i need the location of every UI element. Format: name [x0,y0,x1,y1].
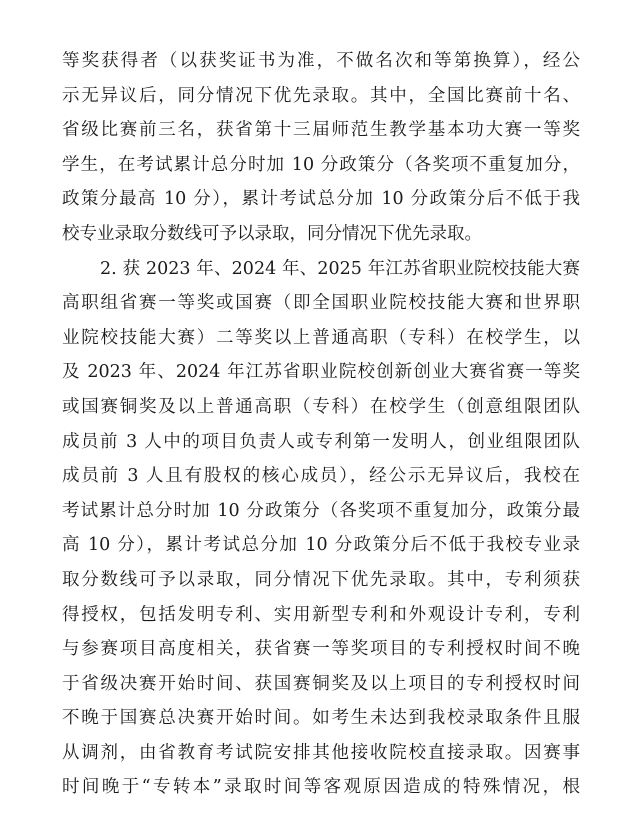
text-line-17: 得授权，包括发明专利、实用新型专利和外观设计专利，专利 [62,604,580,625]
text-line-3: 省级比赛前三名，获省第十三届师范生教学基本功大赛一等奖 [62,120,580,141]
text-line-4: 学生，在考试累计总分时加 10 分政策分（各奖项不重复加分， [62,154,580,175]
text-line-10: 及 2023 年、2024 年江苏省职业院校创新创业大赛省赛一等奖 [62,362,580,383]
text-line-18: 与参赛项目高度相关，获省赛一等奖项目的专利授权时间不晚 [62,639,580,660]
text-line-12: 成员前 3 人中的项目负责人或专利第一发明人，创业组限团队 [62,431,580,452]
text-line-7: 2. 获 2023 年、2024 年、2025 年江苏省职业院校技能大赛 [100,258,580,279]
text-line-1: 等奖获得者（以获奖证书为准，不做名次和等第换算），经公 [62,51,580,71]
text-line-22: 时间晚于“专转本”录取时间等客观原因造成的特殊情况，根 [62,777,580,798]
text-line-20: 不晚于国赛总决赛开始时间。如考生未达到我校录取条件且服 [62,708,580,729]
text-line-21: 从调剂，由省教育考试院安排其他接收院校直接录取。因赛事 [62,742,580,763]
document-body [62,44,580,805]
text-line-5: 政策分最高 10 分），累计考试总分加 10 分政策分后不低于我 [62,189,580,210]
text-line-15: 高 10 分），累计考试总分加 10 分政策分后不低于我校专业录 [62,535,580,556]
text-line-6: 校专业录取分数线可予以录取，同分情况下优先录取。 [62,223,482,244]
text-line-13: 成员前 3 人且有股权的核心成员），经公示无异议后，我校在 [62,466,580,487]
text-line-2: 示无异议后，同分情况下优先录取。其中，全国比赛前十名、 [62,85,580,106]
text-line-16: 取分数线可予以录取，同分情况下优先录取。其中，专利须获 [62,569,580,590]
text-line-9: 业院校技能大赛）二等奖以上普通高职（专科）在校学生，以 [62,327,580,348]
text-line-11: 或国赛铜奖及以上普通高职（专科）在校学生（创意组限团队 [62,396,580,417]
text-line-8: 高职组省赛一等奖或国赛（即全国职业院校技能大赛和世界职 [62,293,580,314]
text-line-14: 考试累计总分时加 10 分政策分（各奖项不重复加分，政策分最 [62,500,580,521]
text-line-19: 于省级决赛开始时间、获国赛铜奖及以上项目的专利授权时间 [62,673,580,694]
